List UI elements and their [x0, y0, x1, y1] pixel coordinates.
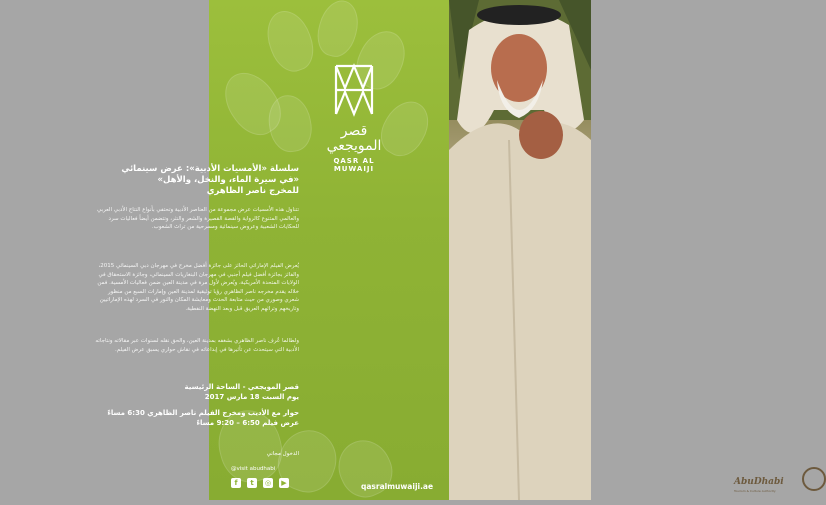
event-talk-time: حوار مع الأديب ومخرج الفيلم ناصر الظاهري 6:30 مساءً — [107, 409, 299, 417]
title-line: سلسلة «الأمسيات الأدبية»: عرض سينمائي — [121, 164, 299, 174]
instagram-icon[interactable]: ◎ — [264, 479, 272, 487]
event-date: يوم السبت 18 مارس 2017 — [204, 393, 299, 401]
event-title — [99, 164, 299, 197]
social-handle: @visit abudhabi — [231, 466, 276, 472]
director-paragraph: ولطالما عُرف ناصر الظاهري بشغفه بمدينة العين، والحق نقله لسنوات عبر مقالاته ونتاجاته الأدبية التي سيتحدث عن تأثيرها في إبداعاته في نقاش حواري يسبق عرض الفيلم. — [95, 338, 299, 353]
abudhabi-brand — [734, 467, 826, 495]
title-line: «في سيرة الماء، والنخل، والأهل» — [157, 175, 299, 185]
brand-name: AbuDhabi — [734, 477, 784, 487]
poster — [95, 0, 784, 500]
intro-paragraph: تتناول هذه الأمسيات عرض مجموعة من العناصر الأدبية وتحتفي بأنواع النتاج الأدبي العربي والعالمي المتنوع كالرواية والقصة القصيرة والشعر والنثر، وتتضمن أيضاً فعاليات سرد للحكايات الشعبية وعروض سينمائية ومسرحية من تراث الشعوب. — [97, 207, 299, 231]
title-line: للمخرج ناصر الظاهري — [206, 186, 299, 196]
event-screening-time: عرض فيلم 6:50 – 9:20 مساءً — [196, 419, 299, 427]
event-venue: قصر المويجعي - الساحة الرئيسية — [184, 383, 299, 391]
qasr-logo-icon — [333, 64, 375, 116]
portrait-photo — [449, 0, 784, 500]
leaf-decoration — [270, 422, 345, 500]
brand-emblem-icon — [802, 467, 826, 491]
social-icons — [231, 478, 289, 488]
twitter-icon[interactable]: t — [247, 478, 257, 488]
leaf-decoration — [312, 0, 363, 61]
leaf-decoration — [260, 5, 321, 78]
film-paragraph: يُعرض الفيلم الإماراتي الحائز على جائزة أفضل مخرج في مهرجان دبي السينمائي 2015، والفائز بجائزة أفضل فيلم أجنبي في مهرجان البنغاريات السينمائي، وجائزة الاستحقاق في الولايات المتحدة الأمريكية، ويُعرض لأول مرة في مدينة العين ضمن فعاليات الأمسية. فمن خلاله يقدم مخرجه ناصر الظاهري رؤيا توثيقية لمدينة العين وإمارات السبع من منظور شعري وصوري من حيث متابعة الحدث ومعايشة المكان والنور في السرد لهذه الإماراتيين وتاريخهم وتراثهم العريق قبل وبعد النهضة النفطية. — [97, 263, 299, 312]
facebook-icon[interactable]: f — [231, 478, 241, 488]
youtube-icon[interactable]: ▶ — [279, 478, 289, 488]
elderly-man-image — [449, 0, 591, 500]
website-link[interactable]: qasralmuwaiji.ae — [361, 482, 434, 491]
admission-note: الدخول مجاني — [266, 451, 299, 457]
logo-english-text: QASR AL MUWAIJI — [333, 157, 375, 173]
logo-arabic-text: قصر المويجعي — [326, 123, 382, 154]
leaf-decoration — [329, 432, 400, 505]
qasr-logo — [323, 64, 385, 173]
green-panel — [95, 0, 449, 500]
event-details — [99, 382, 299, 428]
brand-subtitle: Tourism & Culture Authority — [734, 489, 776, 493]
